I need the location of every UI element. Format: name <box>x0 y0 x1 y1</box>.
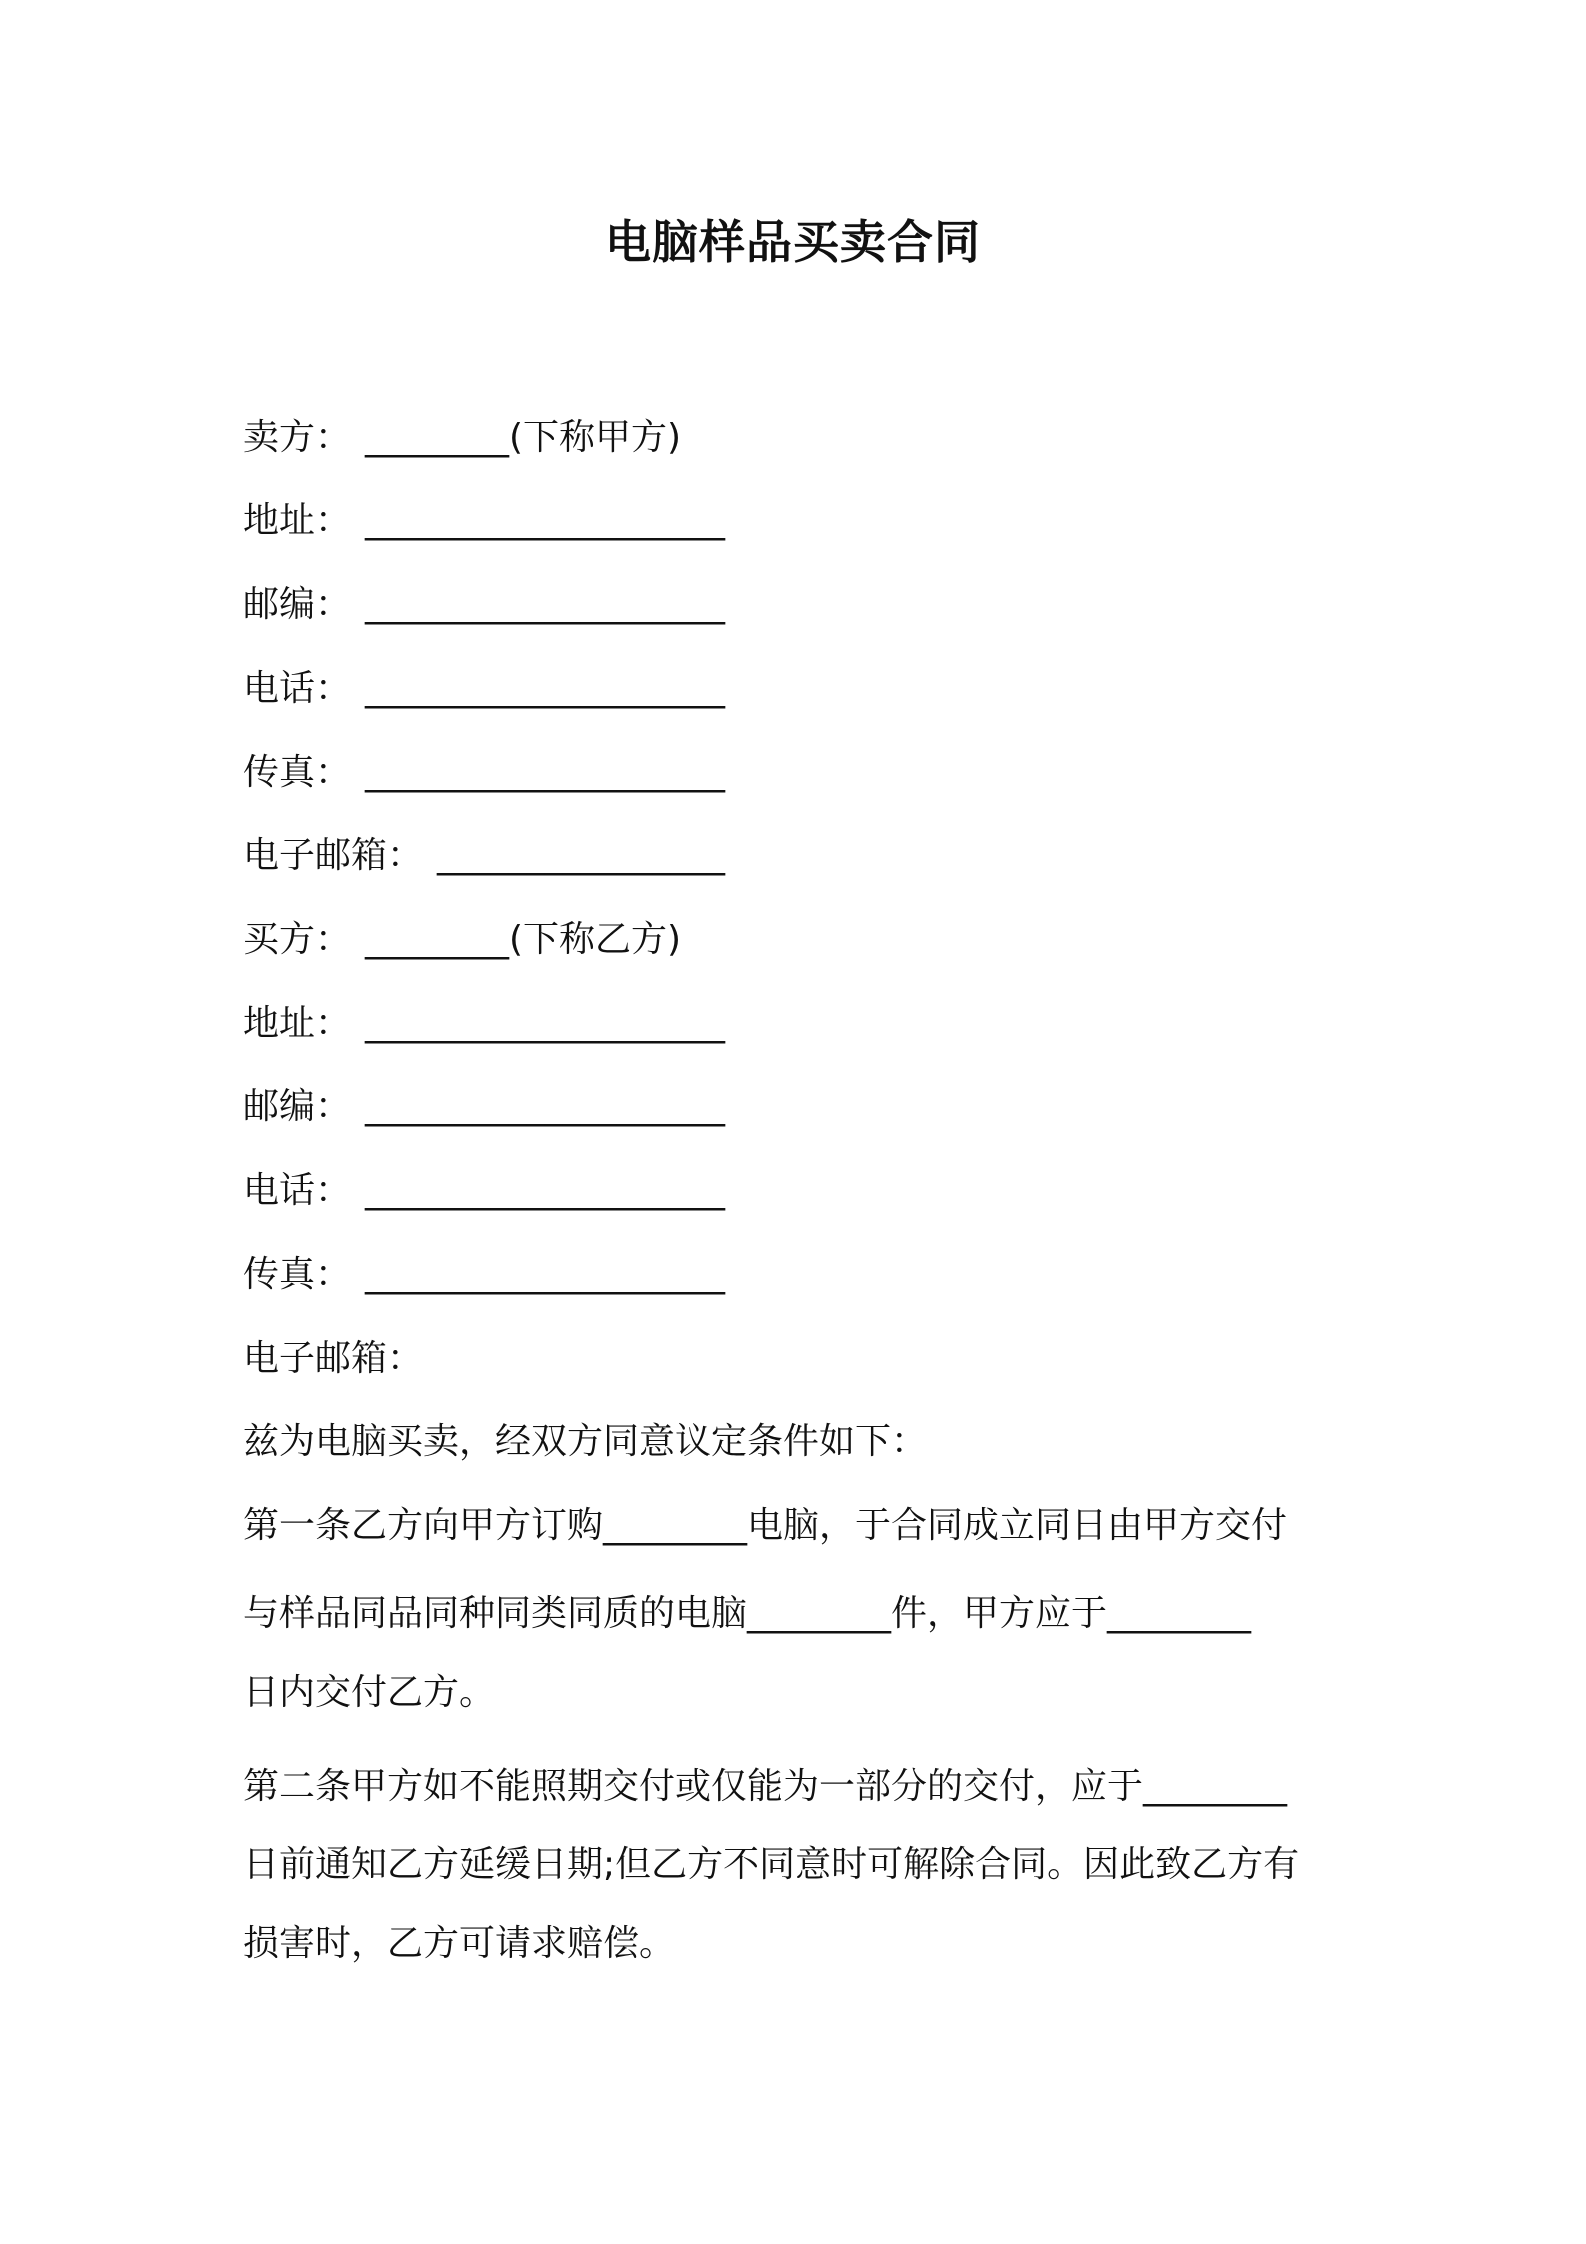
clause-1-line-1: 第一条乙方向甲方订购________电脑，于合同成立同日由甲方交付 <box>243 1505 1288 1546</box>
clause-2-line-2: 日前通知乙方延缓日期;但乙方不同意时可解除合同。因此致乙方有 <box>243 1844 1300 1885</box>
buyer-fax-blank: ____________________ <box>365 1254 726 1295</box>
buyer-postcode-blank: ____________________ <box>365 1086 726 1127</box>
buyer-phone-blank: ____________________ <box>365 1170 726 1211</box>
seller-fax-label: 传真： <box>243 752 352 793</box>
seller-fax-line <box>243 749 725 797</box>
buyer-phone-line <box>243 1167 725 1215</box>
seller-party-blank: ________(下称甲方) <box>365 417 682 458</box>
buyer-postcode-label: 邮编： <box>243 1086 352 1127</box>
buyer-fax-label: 传真： <box>243 1254 352 1295</box>
buyer-email-line <box>243 1335 423 1383</box>
seller-email-blank: ________________ <box>437 835 726 876</box>
seller-address-line <box>243 497 725 545</box>
buyer-party-label: 买方： <box>243 919 352 960</box>
buyer-fax-line <box>243 1251 725 1299</box>
buyer-email-label: 电子邮箱： <box>243 1338 424 1379</box>
buyer-address-line <box>243 1000 725 1048</box>
buyer-postcode-line <box>243 1083 725 1131</box>
document-title: 电脑样品买卖合同 <box>605 215 981 269</box>
seller-address-blank: ____________________ <box>365 500 726 541</box>
seller-phone-blank: ____________________ <box>365 668 726 709</box>
clause-2-line-3: 损害时，乙方可请求赔偿。 <box>243 1923 676 1964</box>
seller-email-label: 电子邮箱： <box>243 835 424 876</box>
seller-postcode-line <box>243 581 725 629</box>
seller-party-line <box>243 414 681 462</box>
buyer-party-line <box>243 916 681 964</box>
seller-phone-line <box>243 665 725 713</box>
seller-fax-blank: ____________________ <box>365 752 726 793</box>
clause-2-line-1: 第二条甲方如不能照期交付或仅能为一部分的交付，应于________ <box>243 1766 1288 1807</box>
buyer-party-blank: ________(下称乙方) <box>365 919 682 960</box>
seller-phone-label: 电话： <box>243 668 352 709</box>
seller-postcode-blank: ____________________ <box>365 584 726 625</box>
buyer-phone-label: 电话： <box>243 1170 352 1211</box>
buyer-address-label: 地址： <box>243 1003 352 1044</box>
intro-paragraph: 兹为电脑买卖，经双方同意议定条件如下： <box>243 1421 928 1462</box>
seller-party-label: 卖方： <box>243 417 352 458</box>
buyer-address-blank: ____________________ <box>365 1003 726 1044</box>
seller-email-line <box>243 832 725 880</box>
clause-1-line-2: 与样品同品同种同类同质的电脑________件，甲方应于________ <box>243 1593 1252 1634</box>
clause-1-line-3: 日内交付乙方。 <box>243 1672 496 1713</box>
seller-address-label: 地址： <box>243 500 352 541</box>
seller-postcode-label: 邮编： <box>243 584 352 625</box>
